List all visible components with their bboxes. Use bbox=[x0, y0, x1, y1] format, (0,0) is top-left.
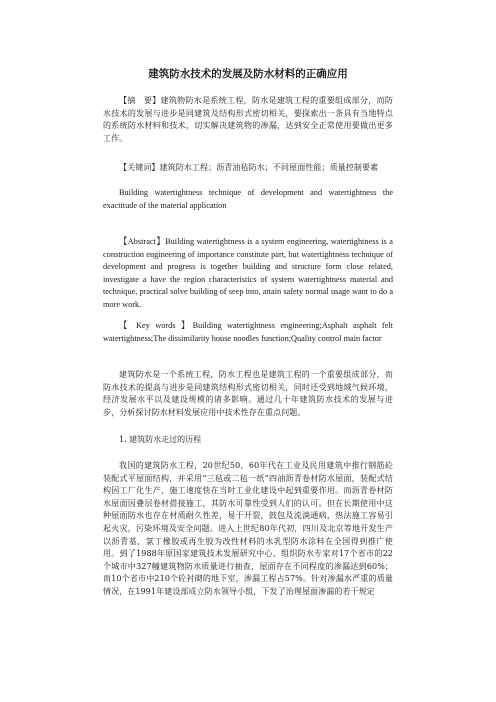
document-title: 建筑防水技术的发展及防水材料的正确应用 bbox=[148, 68, 348, 80]
abstract-cn: 【摘 要】建筑物防水是系统工程，防水是建筑工程的重要组成部分，而防水技术的发展与进步是同建筑及结构形式密切相关，要探索出一条具有当地特点的系统防水材料和技术，切实解决建筑物的渗漏，达到安全正常使用要做出更多工作。 bbox=[103, 96, 393, 143]
section-1-body: 我国的建筑防水工程，20世纪50，60年代在工业及民用建筑中推行钢筋砼装配式平屋面结构，并采用“三毡或二毡一纸”四油沥青卷材防水屋面，装配式结构因工厂化生产，施工速度快在当时工业化建设中起到重要作用。而沥青卷材防水屋面因叠层卷材搭接施工，其防水可靠性受到人们的认可。但在长期使用中这种屋面防水也存在材质耐久性差，易于开裂，鼓包及流淌通病，热法施工容易引起火灾，污染环境及安全问题。进入上世纪80年代初，四川及北京等地开发生产以沥青基，氯丁橡胶或再生胶为改性材料的水乳型防水涂料在全国得到推广使用。到了1988年原国家建筑技术发展研究中心，组织防水专家对17个省市的22个城市中327幢建筑物防水质量进行抽查，屋面存在不同程度的渗漏达到60%；而10个省市中210个砼衬砌的地下室，渗漏工程占57%。针对渗漏水严重的质量情况，在1991年建设部成立防水领导小组，下发了治理屋面渗漏的若干规定 bbox=[103, 461, 393, 596]
keywords-en: 【 Key words 】Building watertightness engineering;Asphalt asphalt felt watertightness;The dissimilarity house noodles function;Quality control main factor bbox=[103, 321, 393, 343]
abstract-en: 【Abstract】Building watertightness is a system engineering, watertightness is a construction engineering of importance constitute part, but watertightness technique of development and progress is together building and structure form close related, investigate a have the region characteristics of system watertightness material and technique, practical solve building of seep into, attain safety normal usage want to do a more work. bbox=[103, 237, 393, 309]
intro-paragraph: 建筑防水是一个系统工程，防水工程也是建筑工程的一个重要组成部分，而防水技术的提高与进步是同建筑结构形式密切相关，同时还受到地域气候环境，经济发展水平以及建设规模的诸多影响。通过几十年建筑防水技术的发展与进步，分析探讨防水材料发展应用中技术性存在重点问题。 bbox=[103, 370, 393, 417]
keywords-cn: 【关键词】建筑防水工程；沥青油毡防水；不同屋面性能；质量控制要素 bbox=[119, 163, 379, 172]
section-1-heading: 1. 建筑防水走过的历程 bbox=[119, 435, 202, 444]
english-title: Building watertightness technique of development and watertightness the exactitude of the material application bbox=[103, 188, 393, 210]
